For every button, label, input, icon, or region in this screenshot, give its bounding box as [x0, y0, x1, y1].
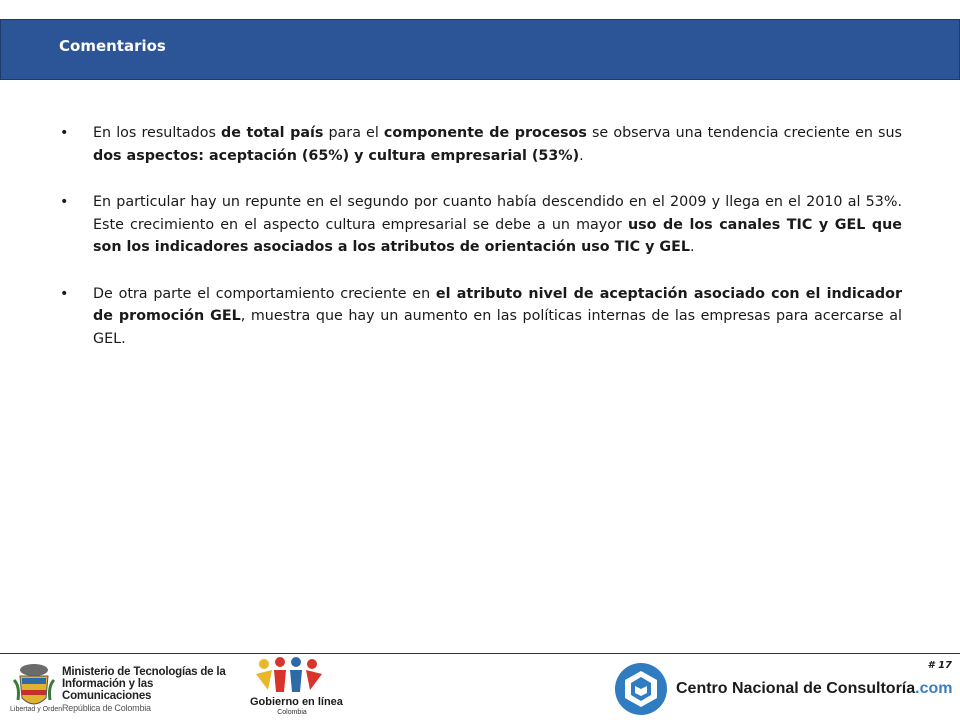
gel-country: Colombia	[277, 709, 307, 716]
bullet-icon: •	[60, 285, 69, 302]
bullet-item-1	[60, 122, 902, 167]
bullet-icon: •	[60, 125, 69, 141]
bullet-text: En los resultados de total país para el componente de procesos se observa una tendencia creciente en sus dos aspectos: aceptación (65%) y cultura empresarial (53%).	[93, 125, 902, 164]
cnc-name: Centro Nacional de Consultoría.com	[676, 680, 953, 697]
comments-list	[60, 122, 902, 374]
page-number: # 17	[927, 660, 952, 671]
page-title: Comentarios	[59, 37, 166, 55]
gel-name: Gobierno en línea	[250, 696, 343, 708]
bullet-text: En particular hay un repunte en el segundo por cuanto había descendido en el 2009 y llega en el 2010 al 53%. Este crecimiento en el aspecto cultura empresarial se debe a un mayor uso de los canales TIC y GEL que son los indicadores asociados a los atributos de orientación uso TIC y GEL.	[93, 194, 902, 255]
gobierno-en-linea-logo	[250, 656, 343, 718]
cnc-emblem-icon	[614, 662, 668, 716]
ministry-logo	[10, 660, 240, 716]
header-bar	[0, 19, 960, 80]
footer-divider	[0, 653, 960, 654]
bullet-item-2	[60, 191, 902, 259]
ministry-name: Ministerio de Tecnologías de la Información y las Comunicaciones República de Colombia	[62, 666, 226, 713]
bullet-item-3	[60, 283, 902, 351]
bullet-text: De otra parte el comportamiento creciente en el atributo nivel de aceptación asociado con el indicador de promoción GEL, muestra que hay un aumento en las políticas internas de las empresas para acercarse al GEL.	[93, 285, 903, 347]
bullet-icon: •	[60, 194, 69, 210]
ministry-motto: Libertad y Orden	[10, 706, 63, 713]
